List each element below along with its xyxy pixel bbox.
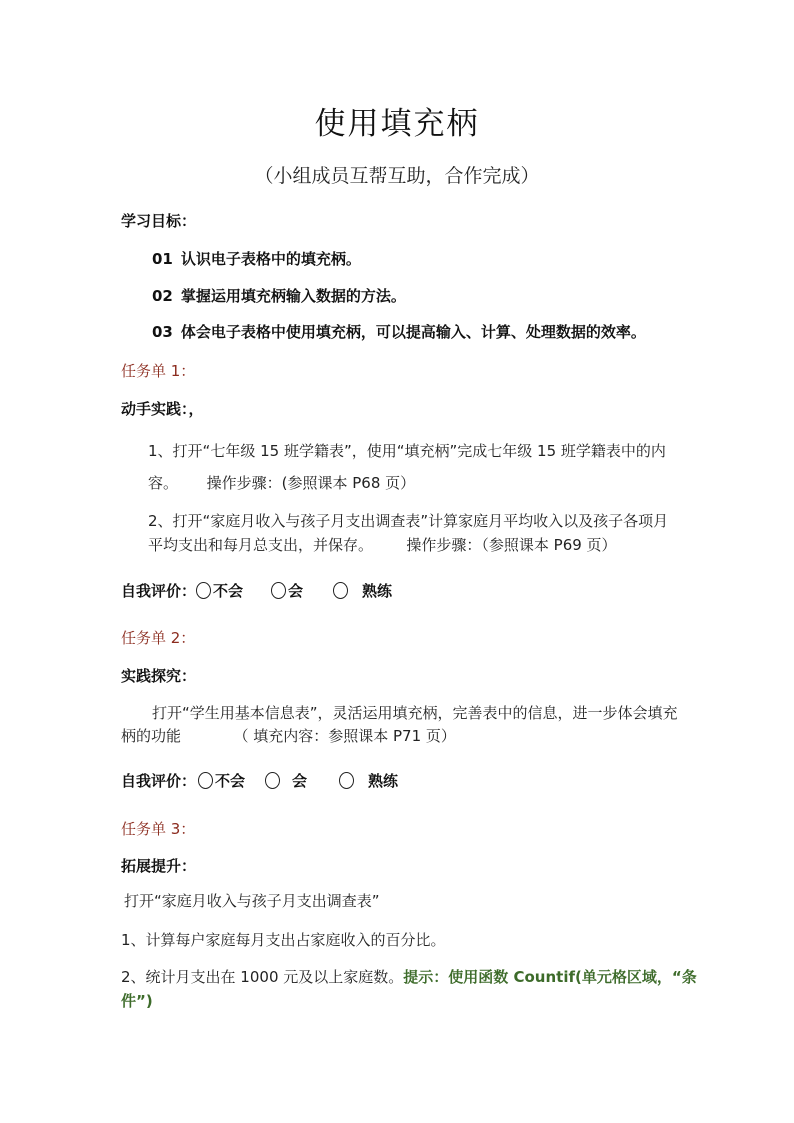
task2-line1: 打开“学生用基本信息表”，灵活运用填充柄，完善表中的信息，进一步体会填充 (152, 704, 678, 722)
task3-label: 任务单 3： (121, 820, 196, 838)
option-label: 熟练 (368, 772, 399, 790)
option-can[interactable] (271, 580, 303, 601)
hint-text-continued: 件”) (121, 992, 153, 1010)
goal-text: 体会电子表格中使用填充柄，可以提高输入、计算、处理数据的效率。 (180, 323, 646, 341)
self-eval-1 (121, 580, 392, 601)
task2-heading: 实践探究： (121, 667, 197, 685)
self-eval-label: 自我评价： (121, 582, 197, 600)
goal-item-3 (152, 321, 646, 342)
radio-circle-icon[interactable] (339, 772, 354, 789)
task2-line2: 柄的功能 （ 填充内容：参照课本 P71 页） (121, 727, 456, 745)
option-label: 不会 (213, 582, 244, 600)
radio-circle-icon[interactable] (333, 582, 348, 599)
option-cannot[interactable] (196, 580, 243, 601)
page-subtitle: （小组成员互帮互助，合作完成） (254, 165, 540, 187)
goal-text: 掌握运用填充柄输入数据的方法。 (180, 287, 406, 305)
task1-item1-line2: 容。 操作步骤：(参照课本 P68 页） (148, 474, 416, 492)
option-label: 会 (288, 582, 304, 600)
option-label: 会 (292, 772, 308, 790)
goal-number: 01 (152, 250, 173, 268)
task2-label: 任务单 2： (121, 629, 196, 647)
option-label: 熟练 (362, 582, 393, 600)
task3-item2 (121, 964, 697, 990)
goal-item-2 (152, 285, 406, 306)
option-cannot[interactable] (198, 770, 245, 791)
self-eval-2 (121, 770, 398, 791)
option-proficient[interactable] (333, 580, 392, 601)
task1-item2-line1: 2、打开“家庭月收入与孩子月支出调查表”计算家庭月平均收入以及孩子各项月 (148, 512, 669, 530)
option-proficient[interactable] (339, 770, 398, 791)
goals-heading: 学习目标： (121, 212, 197, 230)
task3-item1: 1、计算每户家庭每月支出占家庭收入的百分比。 (121, 931, 446, 949)
goal-item-1 (152, 248, 361, 269)
radio-circle-icon[interactable] (198, 772, 213, 789)
task1-label: 任务单 1： (121, 362, 196, 380)
option-can[interactable] (265, 770, 307, 791)
task3-heading: 拓展提升： (121, 857, 197, 875)
goal-text: 认识电子表格中的填充柄。 (180, 250, 361, 268)
goal-number: 02 (152, 287, 173, 305)
radio-circle-icon[interactable] (265, 772, 280, 789)
page-title: 使用填充柄 (314, 106, 480, 142)
hint-text: 提示：使用函数 Countif(单元格区域，“条 (403, 968, 697, 986)
task1-item2-line2: 平均支出和每月总支出，并保存。 操作步骤：（参照课本 P69 页） (148, 536, 617, 554)
task1-item1-line1: 1、打开“七年级 15 班学籍表”，使用“填充柄”完成七年级 15 班学籍表中的内 (148, 442, 666, 460)
task3-item2-text: 2、统计月支出在 1000 元及以上家庭数。 (121, 968, 404, 986)
radio-circle-icon[interactable] (271, 582, 286, 599)
goal-number: 03 (152, 323, 173, 341)
option-label: 不会 (215, 772, 246, 790)
self-eval-label: 自我评价： (121, 772, 197, 790)
task3-intro: 打开“家庭月收入与孩子月支出调查表” (124, 892, 380, 910)
task1-heading: 动手实践：， (121, 400, 204, 418)
radio-circle-icon[interactable] (196, 582, 211, 599)
